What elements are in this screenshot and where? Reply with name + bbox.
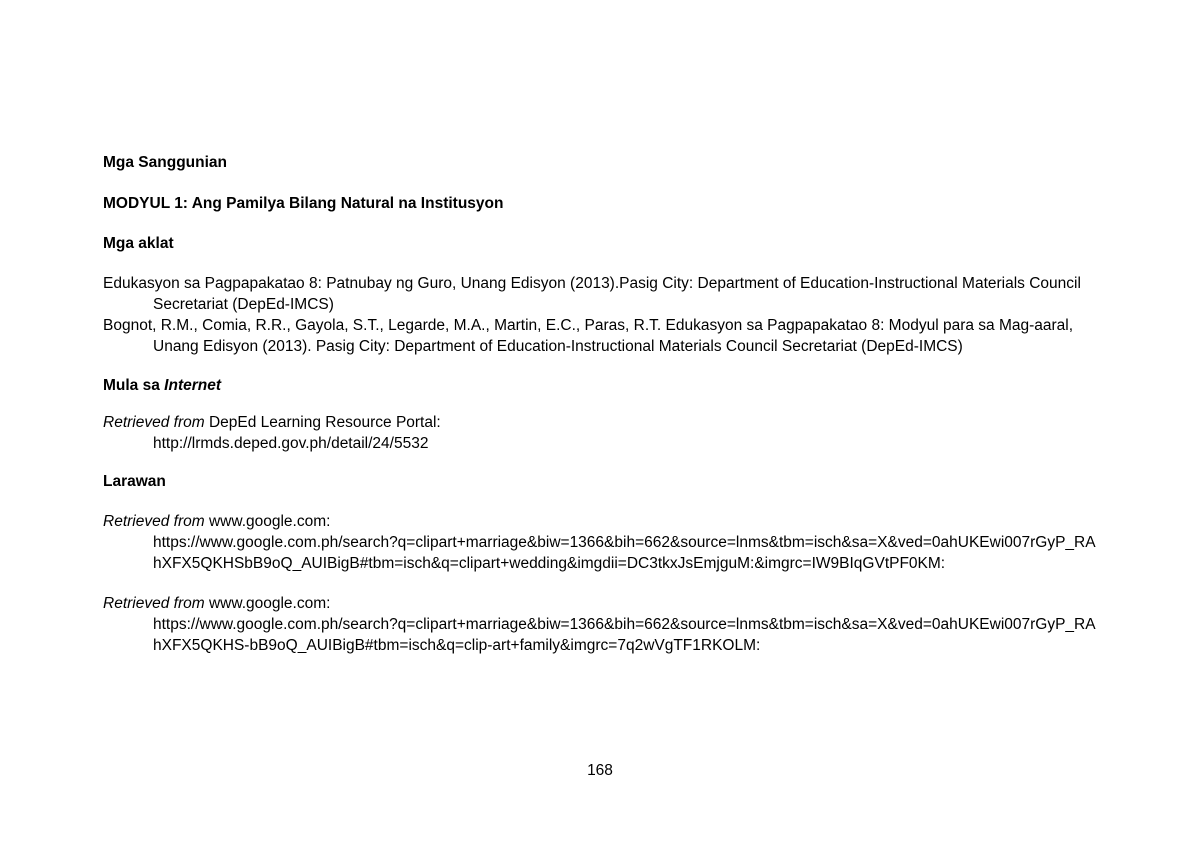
books-heading: Mga aklat (103, 235, 174, 252)
module-heading: MODYUL 1: Ang Pamilya Bilang Natural na Institusyon (103, 195, 504, 212)
retrieved-from-label: Retrieved from (103, 595, 205, 612)
book-reference: Edukasyon sa Pagpapakatao 8: Patnubay ng Guro, Unang Edisyon (2013).Pasig City: Department of Education-Instructional Materials Council Secretariat (DepEd-IMCS) (103, 275, 1081, 313)
images-heading: Larawan (103, 473, 166, 490)
book-reference: Bognot, R.M., Comia, R.R., Gayola, S.T., Legarde, M.A., Martin, E.C., Paras, R.T. Edukasyon sa Pagpapakatao 8: Modyul para sa Mag-aaral, Unang Edisyon (2013). Pasig City: Department of Education-Instructional Materials Council Secretariat (DepEd-IMCS) (103, 317, 1074, 355)
retrieved-source: www.google.com: (204, 513, 331, 530)
reference-url[interactable]: https://www.google.com.ph/search?q=clipart+marriage&biw=1366&bih=662&source=lnms&tbm=isch&sa=X&ved=0ahUKEwi007rGyP_RAhXFX5QKHSbB9oQ_AUIBigB#tbm=isch&q=clipart+wedding&imgdii=DC3tkxJsEmjguM:&imgrc=IW9BIqGVtPF0KM: (153, 534, 1096, 572)
retrieved-from-label: Retrieved from (103, 513, 205, 530)
retrieved-source: www.google.com: (204, 595, 331, 612)
books-list (103, 273, 1098, 357)
reference-url[interactable]: https://www.google.com.ph/search?q=clipart+marriage&biw=1366&bih=662&source=lnms&tbm=isch&sa=X&ved=0ahUKEwi007rGyP_RAhXFX5QKHS-bB9oQ_AUIBigB#tbm=isch&q=clip-art+family&imgrc=7q2wVgTF1RKOLM: (153, 616, 1096, 654)
image-reference (103, 593, 1098, 656)
references-content (103, 152, 1098, 656)
reference-url[interactable]: http://lrmds.deped.gov.ph/detail/24/5532 (153, 435, 429, 452)
image-reference (103, 511, 1098, 574)
page-number: 168 (587, 762, 613, 779)
retrieved-from-label: Retrieved from (103, 414, 205, 431)
retrieved-line (103, 593, 1098, 614)
retrieved-source: DepEd Learning Resource Portal: (204, 414, 441, 431)
retrieved-line (103, 511, 1098, 532)
internet-heading-italic: Internet (164, 377, 222, 394)
page-title: Mga Sanggunian (103, 154, 227, 171)
internet-reference (103, 412, 1098, 454)
internet-heading (103, 375, 1098, 396)
retrieved-line (103, 412, 1098, 433)
internet-heading-prefix: Mula sa (103, 377, 165, 394)
